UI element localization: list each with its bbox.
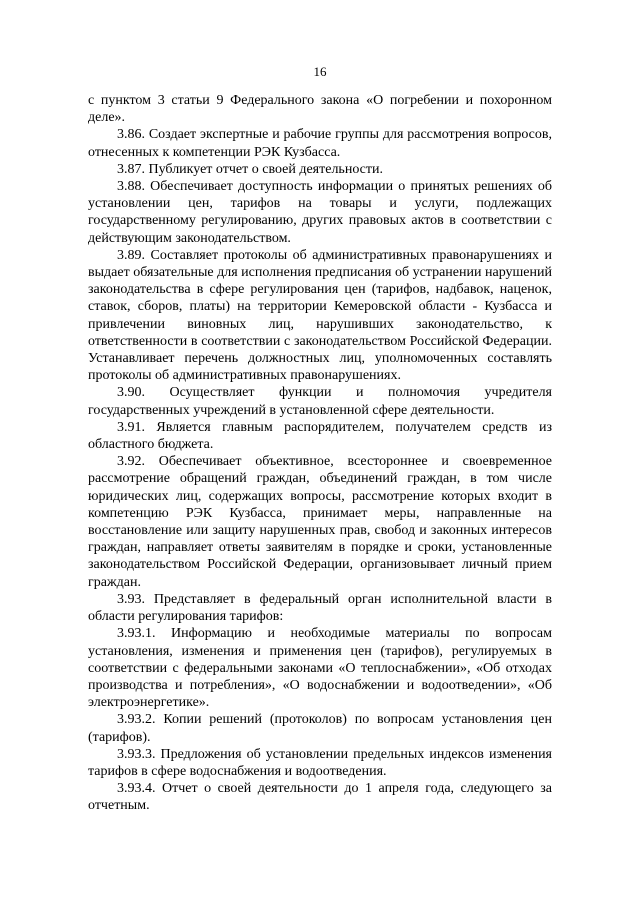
paragraph-3-90: 3.90. Осуществляет функции и полномочия учредителя государственных учреждений в установленной сфере деятельности.: [88, 385, 552, 418]
paragraph-3-89: 3.89. Составляет протоколы об административных правонарушениях и выдает обязательные для исполнения предписания об устранении нарушений законодательства в сфере регулирования цен (тарифов, надбавок, наценок, ставок, сборов, платы) на территории Кемеровской области - Кузбасса и привлечении виновных лиц, нарушивших законодательство, к ответственности в соответствии с законодательством Российской Федерации. Устанавливает перечень должностных лиц, уполномоченных составлять протоколы об административных правонарушениях.: [88, 247, 552, 384]
paragraph-3-87: 3.87. Публикует отчет о своей деятельности.: [117, 161, 383, 177]
paragraph-3-93-4: 3.93.4. Отчет о своей деятельности до 1 апреля года, следующего за отчетным.: [88, 781, 552, 814]
paragraph-3-86: 3.86. Создает экспертные и рабочие группы для рассмотрения вопросов, отнесенных к компетенции РЭК Кузбасса.: [88, 127, 552, 160]
paragraph-3-93-3: 3.93.3. Предложения об установлении предельных индексов изменения тарифов в сфере водоснабжения и водоотведения.: [88, 746, 552, 779]
paragraph-3-88: 3.88. Обеспечивает доступность информации о принятых решениях об установлении цен, тарифов на товары и услуги, подлежащих государственному регулированию, других правовых актов в соответствии с действующим законодательством.: [88, 179, 552, 246]
paragraph-continuation: с пунктом 3 статьи 9 Федерального закона «О погребении и похоронном деле».: [88, 93, 552, 126]
paragraph-3-92: 3.92. Обеспечивает объективное, всестороннее и своевременное рассмотрение обращений граждан, объединений граждан, в том числе юридических лиц, содержащих вопросы, рассмотрение которых входит в компетенцию РЭК Кузбасса, принимает меры, направленные на восстановление или защиту нарушенных прав, свобод и законных интересов граждан, направляет ответы заявителям в порядке и сроки, установленные законодательством Российской Федерации, организовывает личный прием граждан.: [88, 454, 552, 590]
paragraph-3-93: 3.93. Представляет в федеральный орган исполнительной власти в области регулирования тарифов:: [88, 591, 552, 625]
document-body: [88, 92, 552, 815]
paragraph-3-91: 3.91. Является главным распорядителем, получателем средств из областного бюджета.: [88, 419, 552, 453]
page-number: 16: [313, 64, 327, 79]
paragraph-3-93-1: 3.93.1. Информацию и необходимые материалы по вопросам установления, изменения и применения цен (тарифов), регулируемых в соответствии с федеральными законами «О теплоснабжении», «Об отходах производства и потребления», «О водоснабжении и водоотведении», «Об электроэнергетике».: [88, 626, 552, 711]
paragraph-3-93-2: 3.93.2. Копии решений (протоколов) по вопросам установления цен (тарифов).: [88, 712, 552, 745]
